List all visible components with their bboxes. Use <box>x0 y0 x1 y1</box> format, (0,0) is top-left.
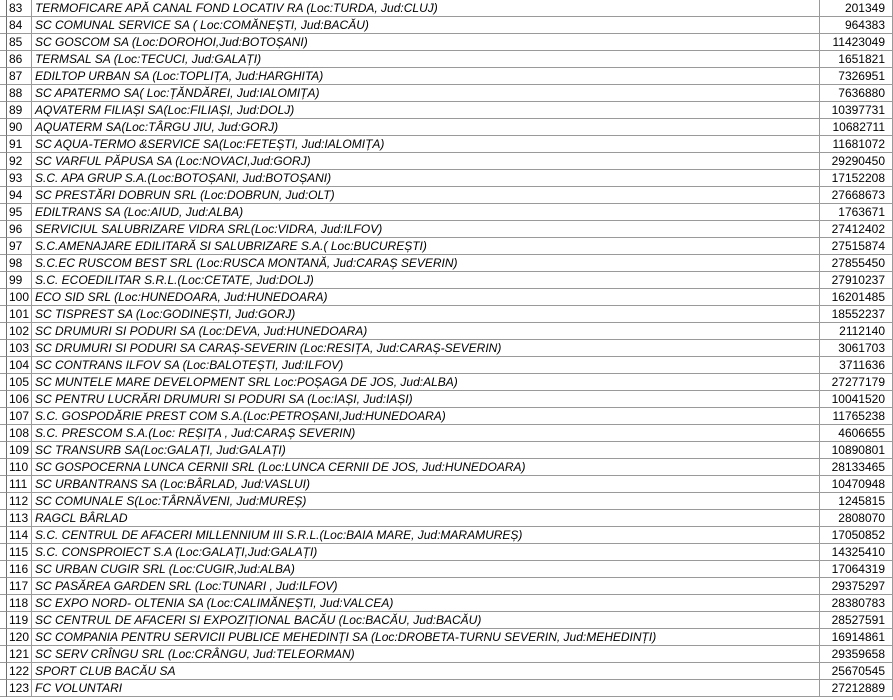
table-row <box>0 187 893 204</box>
table-row <box>0 102 893 119</box>
row-number-cell[interactable]: 113 <box>7 510 32 527</box>
column-a-cell[interactable] <box>0 663 7 680</box>
column-a-cell[interactable] <box>0 187 7 204</box>
table-row <box>0 544 893 561</box>
table-row <box>0 646 893 663</box>
company-name-cell[interactable]: SC URBANTRANS SA (Loc:BÂRLAD, Jud:VASLUI) <box>32 476 820 493</box>
row-number-cell[interactable]: 106 <box>7 391 32 408</box>
company-name-cell[interactable]: SC EXPO NORD- OLTENIA SA (Loc:CALIMĂNEȘTI, Jud:VALCEA) <box>32 595 820 612</box>
value-cell[interactable]: 11681072 <box>820 136 893 153</box>
company-name-cell[interactable]: EDILTRANS SA (Loc:AIUD, Jud:ALBA) <box>32 204 820 221</box>
company-name-cell[interactable]: S.C. CONSPROIECT S.A (Loc:GALAȚI,Jud:GALAȚI) <box>32 544 820 561</box>
company-name-cell[interactable]: SC GOSPOCERNA LUNCA CERNII SRL (Loc:LUNCA CERNII DE JOS, Jud:HUNEDOARA) <box>32 459 820 476</box>
table-row <box>0 510 893 527</box>
value-cell[interactable]: 18552237 <box>820 306 893 323</box>
value-cell[interactable]: 201349 <box>820 0 893 17</box>
column-a-cell[interactable] <box>0 612 7 629</box>
row-number-cell[interactable]: 112 <box>7 493 32 510</box>
value-cell[interactable]: 17152208 <box>820 170 893 187</box>
company-name-cell[interactable]: RAGCL BÂRLAD <box>32 510 820 527</box>
value-cell[interactable]: 3061703 <box>820 340 893 357</box>
table-row <box>0 340 893 357</box>
column-a-cell[interactable] <box>0 153 7 170</box>
table-row <box>0 629 893 646</box>
row-number-cell[interactable]: 83 <box>7 0 32 17</box>
table-row <box>0 476 893 493</box>
value-cell[interactable]: 2808070 <box>820 510 893 527</box>
row-number-cell[interactable]: 122 <box>7 663 32 680</box>
company-name-cell[interactable]: S.C. PRESCOM S.A.(Loc: REȘIȚA , Jud:CARAȘ SEVERIN) <box>32 425 820 442</box>
company-name-cell[interactable]: SC PRESTĂRI DOBRUN SRL (Loc:DOBRUN, Jud:OLT) <box>32 187 820 204</box>
table-row <box>0 493 893 510</box>
table-row <box>0 323 893 340</box>
table-row <box>0 238 893 255</box>
value-cell[interactable]: 27668673 <box>820 187 893 204</box>
company-name-cell[interactable]: AQVATERM FILIAȘI SA(Loc:FILIAȘI, Jud:DOLJ) <box>32 102 820 119</box>
company-name-cell[interactable]: AQUATERM SA(Loc:TÂRGU JIU, Jud:GORJ) <box>32 119 820 136</box>
column-a-cell[interactable] <box>0 476 7 493</box>
company-name-cell[interactable]: SC VARFUL PĂPUSA SA (Loc:NOVACI,Jud:GORJ) <box>32 153 820 170</box>
company-name-cell[interactable]: SPORT CLUB BACĂU SA <box>32 663 820 680</box>
value-cell[interactable]: 7326951 <box>820 68 893 85</box>
company-name-cell[interactable]: SC GOSCOM SA (Loc:DOROHOI,Jud:BOTOȘANI) <box>32 34 820 51</box>
column-a-cell[interactable] <box>0 306 7 323</box>
value-cell[interactable]: 10890801 <box>820 442 893 459</box>
column-a-cell[interactable] <box>0 119 7 136</box>
row-number-cell[interactable]: 120 <box>7 629 32 646</box>
table-row <box>0 170 893 187</box>
column-a-cell[interactable] <box>0 459 7 476</box>
table-row <box>0 136 893 153</box>
column-a-cell[interactable] <box>0 289 7 306</box>
company-name-cell[interactable]: SC CONTRANS ILFOV SA (Loc:BALOTEȘTI, Jud:ILFOV) <box>32 357 820 374</box>
value-cell[interactable]: 16201485 <box>820 289 893 306</box>
company-name-cell[interactable]: SC MUNTELE MARE DEVELOPMENT SRL Loc:POȘAGA DE JOS, Jud:ALBA) <box>32 374 820 391</box>
row-number-cell[interactable]: 100 <box>7 289 32 306</box>
value-cell[interactable]: 27412402 <box>820 221 893 238</box>
column-a-cell[interactable] <box>0 102 7 119</box>
column-a-cell[interactable] <box>0 425 7 442</box>
row-number-cell[interactable]: 111 <box>7 476 32 493</box>
row-number-cell[interactable]: 96 <box>7 221 32 238</box>
column-a-cell[interactable] <box>0 68 7 85</box>
value-cell[interactable]: 14325410 <box>820 544 893 561</box>
company-name-cell[interactable]: SC COMUNAL SERVICE SA ( Loc:COMĂNEȘTI, Jud:BACĂU) <box>32 17 820 34</box>
value-cell[interactable]: 27855450 <box>820 255 893 272</box>
company-name-cell[interactable]: TERMSAL SA (Loc:TECUCI, Jud:GALAȚI) <box>32 51 820 68</box>
row-number-cell[interactable]: 94 <box>7 187 32 204</box>
column-a-cell[interactable] <box>0 374 7 391</box>
row-number-cell[interactable]: 92 <box>7 153 32 170</box>
value-cell[interactable]: 27212889 <box>820 680 893 697</box>
row-number-cell[interactable]: 93 <box>7 170 32 187</box>
row-number-cell[interactable]: 123 <box>7 680 32 697</box>
column-a-cell[interactable] <box>0 595 7 612</box>
table-row <box>0 578 893 595</box>
table-row <box>0 272 893 289</box>
table-row <box>0 374 893 391</box>
column-a-cell[interactable] <box>0 0 7 17</box>
company-name-cell[interactable]: SC DRUMURI SI PODURI SA (Loc:DEVA, Jud:HUNEDOARA) <box>32 323 820 340</box>
table-row <box>0 153 893 170</box>
column-a-cell[interactable] <box>0 646 7 663</box>
company-name-cell[interactable]: SC URBAN CUGIR SRL (Loc:CUGIR,Jud:ALBA) <box>32 561 820 578</box>
column-a-cell[interactable] <box>0 442 7 459</box>
column-a-cell[interactable] <box>0 510 7 527</box>
table-row <box>0 17 893 34</box>
column-a-cell[interactable] <box>0 221 7 238</box>
company-name-cell[interactable]: SC PENTRU LUCRĂRI DRUMURI SI PODURI SA (Loc:IAȘI, Jud:IAȘI) <box>32 391 820 408</box>
value-cell[interactable]: 10397731 <box>820 102 893 119</box>
value-cell[interactable]: 10041520 <box>820 391 893 408</box>
value-cell[interactable]: 3711636 <box>820 357 893 374</box>
company-name-cell[interactable]: SC PASĂREA GARDEN SRL (Loc:TUNARI , Jud:ILFOV) <box>32 578 820 595</box>
row-number-cell[interactable]: 101 <box>7 306 32 323</box>
row-number-cell[interactable]: 88 <box>7 85 32 102</box>
table-row <box>0 68 893 85</box>
value-cell[interactable]: 28380783 <box>820 595 893 612</box>
row-number-cell[interactable]: 97 <box>7 238 32 255</box>
column-a-cell[interactable] <box>0 680 7 697</box>
column-a-cell[interactable] <box>0 51 7 68</box>
column-a-cell[interactable] <box>0 204 7 221</box>
column-a-cell[interactable] <box>0 323 7 340</box>
column-a-cell[interactable] <box>0 408 7 425</box>
company-name-cell[interactable]: SC DRUMURI SI PODURI SA CARAȘ-SEVERIN (Loc:RESIȚA, Jud:CARAȘ-SEVERIN) <box>32 340 820 357</box>
table-row <box>0 612 893 629</box>
table-row <box>0 255 893 272</box>
value-cell[interactable]: 4606655 <box>820 425 893 442</box>
row-number-cell[interactable]: 109 <box>7 442 32 459</box>
value-cell[interactable]: 10682711 <box>820 119 893 136</box>
column-a-cell[interactable] <box>0 272 7 289</box>
company-name-cell[interactable]: S.C. APA GRUP S.A.(Loc:BOTOȘANI, Jud:BOTOȘANI) <box>32 170 820 187</box>
value-cell[interactable]: 27515874 <box>820 238 893 255</box>
value-cell[interactable]: 1245815 <box>820 493 893 510</box>
value-cell[interactable]: 25670545 <box>820 663 893 680</box>
company-name-cell[interactable]: EDILTOP URBAN SA (Loc:TOPLIȚA, Jud:HARGHITA) <box>32 68 820 85</box>
column-a-cell[interactable] <box>0 34 7 51</box>
column-a-cell[interactable] <box>0 85 7 102</box>
table-row <box>0 408 893 425</box>
value-cell[interactable]: 1651821 <box>820 51 893 68</box>
company-name-cell[interactable]: FC VOLUNTARI <box>32 680 820 697</box>
value-cell[interactable]: 7636880 <box>820 85 893 102</box>
row-number-cell[interactable]: 87 <box>7 68 32 85</box>
row-number-cell[interactable]: 118 <box>7 595 32 612</box>
table-row <box>0 391 893 408</box>
column-a-cell[interactable] <box>0 493 7 510</box>
table-row <box>0 680 893 697</box>
column-a-cell[interactable] <box>0 544 7 561</box>
company-name-cell[interactable]: SC TRANSURB SA(Loc:GALAȚI, Jud:GALAȚI) <box>32 442 820 459</box>
company-name-cell[interactable]: SC TISPREST SA (Loc:GODINEȘTI, Jud:GORJ) <box>32 306 820 323</box>
row-number-cell[interactable]: 89 <box>7 102 32 119</box>
table-row <box>0 221 893 238</box>
table-row <box>0 459 893 476</box>
table-row <box>0 204 893 221</box>
company-name-cell[interactable]: SERVICIUL SALUBRIZARE VIDRA SRL(Loc:VIDRA, Jud:ILFOV) <box>32 221 820 238</box>
company-name-cell[interactable]: S.C. CENTRUL DE AFACERI MILLENNIUM III S.R.L.(Loc:BAIA MARE, Jud:MARAMUREȘ) <box>32 527 820 544</box>
table-row <box>0 561 893 578</box>
value-cell[interactable]: 964383 <box>820 17 893 34</box>
table-row <box>0 306 893 323</box>
company-name-cell[interactable]: ECO SID SRL (Loc:HUNEDOARA, Jud:HUNEDOARA) <box>32 289 820 306</box>
row-number-cell[interactable]: 90 <box>7 119 32 136</box>
table-row <box>0 0 893 17</box>
row-number-cell[interactable]: 117 <box>7 578 32 595</box>
company-name-cell[interactable]: S.C.EC RUSCOM BEST SRL (Loc:RUSCA MONTANĂ, Jud:CARAȘ SEVERIN) <box>32 255 820 272</box>
company-name-cell[interactable]: SC COMUNALE S(Loc:TÂRNĂVENI, Jud:MUREȘ) <box>32 493 820 510</box>
row-number-cell[interactable]: 99 <box>7 272 32 289</box>
company-name-cell[interactable]: SC AQUA-TERMO &SERVICE SA(Loc:FETEȘTI, Jud:IALOMIȚA) <box>32 136 820 153</box>
company-name-cell[interactable]: SC CENTRUL DE AFACERI SI EXPOZIȚIONAL BACĂU (Loc:BACĂU, Jud:BACĂU) <box>32 612 820 629</box>
row-number-cell[interactable]: 102 <box>7 323 32 340</box>
row-number-cell[interactable]: 114 <box>7 527 32 544</box>
value-cell[interactable]: 1763671 <box>820 204 893 221</box>
column-a-cell[interactable] <box>0 340 7 357</box>
row-number-cell[interactable]: 108 <box>7 425 32 442</box>
column-a-cell[interactable] <box>0 561 7 578</box>
row-number-cell[interactable]: 107 <box>7 408 32 425</box>
column-a-cell[interactable] <box>0 357 7 374</box>
table-row <box>0 595 893 612</box>
column-a-cell[interactable] <box>0 391 7 408</box>
column-a-cell[interactable] <box>0 170 7 187</box>
column-a-cell[interactable] <box>0 136 7 153</box>
value-cell[interactable]: 10470948 <box>820 476 893 493</box>
row-number-cell[interactable]: 84 <box>7 17 32 34</box>
company-name-cell[interactable]: SC SERV CRÎNGU SRL (Loc:CRÂNGU, Jud:TELEORMAN) <box>32 646 820 663</box>
company-name-cell[interactable]: S.C. ECOEDILITAR S.R.L.(Loc:CETATE, Jud:DOLJ) <box>32 272 820 289</box>
row-number-cell[interactable]: 115 <box>7 544 32 561</box>
row-number-cell[interactable]: 95 <box>7 204 32 221</box>
company-name-cell[interactable]: S.C. GOSPODĂRIE PREST COM S.A.(Loc:PETROȘANI,Jud:HUNEDOARA) <box>32 408 820 425</box>
row-number-cell[interactable]: 85 <box>7 34 32 51</box>
row-number-cell[interactable]: 91 <box>7 136 32 153</box>
column-a-cell[interactable] <box>0 238 7 255</box>
value-cell[interactable]: 27910237 <box>820 272 893 289</box>
column-a-cell[interactable] <box>0 629 7 646</box>
row-number-cell[interactable]: 86 <box>7 51 32 68</box>
row-number-cell[interactable]: 116 <box>7 561 32 578</box>
value-cell[interactable]: 28133465 <box>820 459 893 476</box>
company-name-cell[interactable]: SC APATERMO SA( Loc:ȚĂNDĂREI, Jud:IALOMIȚA) <box>32 85 820 102</box>
value-cell[interactable]: 29375297 <box>820 578 893 595</box>
value-cell[interactable]: 11423049 <box>820 34 893 51</box>
row-number-cell[interactable]: 121 <box>7 646 32 663</box>
value-cell[interactable]: 28527591 <box>820 612 893 629</box>
table-row <box>0 51 893 68</box>
company-name-cell[interactable]: TERMOFICARE APĂ CANAL FOND LOCATIV RA (Loc:TURDA, Jud:CLUJ) <box>32 0 820 17</box>
value-cell[interactable]: 27277179 <box>820 374 893 391</box>
row-number-cell[interactable]: 105 <box>7 374 32 391</box>
value-cell[interactable]: 17050852 <box>820 527 893 544</box>
table-row <box>0 663 893 680</box>
column-a-cell[interactable] <box>0 527 7 544</box>
value-cell[interactable]: 29359658 <box>820 646 893 663</box>
table-row <box>0 442 893 459</box>
table-row <box>0 119 893 136</box>
column-a-cell[interactable] <box>0 255 7 272</box>
company-name-cell[interactable]: S.C.AMENAJARE EDILITARĂ SI SALUBRIZARE S.A.( Loc:BUCUREȘTI) <box>32 238 820 255</box>
table-row <box>0 34 893 51</box>
column-a-cell[interactable] <box>0 578 7 595</box>
row-number-cell[interactable]: 119 <box>7 612 32 629</box>
table-row <box>0 425 893 442</box>
value-cell[interactable]: 11765238 <box>820 408 893 425</box>
value-cell[interactable]: 29290450 <box>820 153 893 170</box>
row-number-cell[interactable]: 103 <box>7 340 32 357</box>
value-cell[interactable]: 2112140 <box>820 323 893 340</box>
value-cell[interactable]: 17064319 <box>820 561 893 578</box>
table-row <box>0 289 893 306</box>
company-name-cell[interactable]: SC COMPANIA PENTRU SERVICII PUBLICE MEHEDINȚI SA (Loc:DROBETA-TURNU SEVERIN, Jud:MEHEDINȚI) <box>32 629 820 646</box>
value-cell[interactable]: 16914861 <box>820 629 893 646</box>
table-row <box>0 357 893 374</box>
table-row <box>0 85 893 102</box>
row-number-cell[interactable]: 110 <box>7 459 32 476</box>
row-number-cell[interactable]: 104 <box>7 357 32 374</box>
row-number-cell[interactable]: 98 <box>7 255 32 272</box>
table-row <box>0 527 893 544</box>
column-a-cell[interactable] <box>0 17 7 34</box>
